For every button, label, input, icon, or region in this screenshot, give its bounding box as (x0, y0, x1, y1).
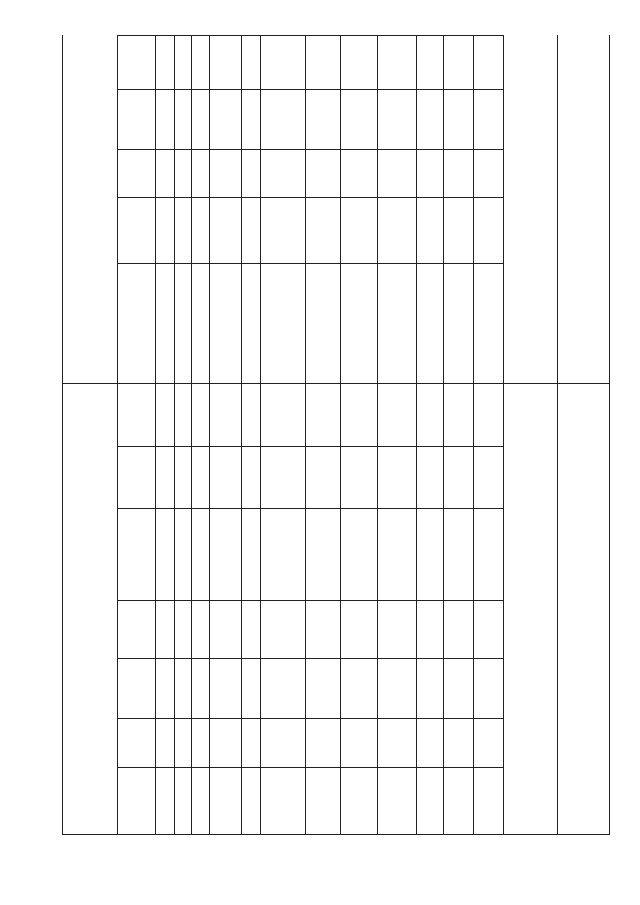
block2-row-v6 (445, 509, 471, 599)
block1-row-v3 (342, 90, 375, 148)
block1-row-vr (243, 150, 258, 196)
block2-row-c3 (193, 601, 207, 657)
block2-row-c2 (176, 659, 189, 717)
block2-row-c1 (157, 768, 172, 833)
table-rule (155, 35, 156, 834)
block1-row-v4 (379, 264, 414, 382)
block2-name (64, 385, 115, 832)
block2-row-v3 (342, 509, 375, 599)
block1-row-v5 (418, 90, 441, 148)
block1-row-v6 (445, 198, 471, 262)
block1-row-c2 (176, 198, 189, 262)
block2-row-c1 (157, 509, 172, 599)
block1-row-v5 (418, 264, 441, 382)
block2-row-v4 (379, 509, 414, 599)
block2-row-v6 (445, 719, 471, 766)
table-rule (557, 35, 558, 834)
block1-row-csr (211, 90, 239, 148)
block1-executor (505, 37, 555, 381)
block2-row-v2 (307, 509, 338, 599)
block2-row-v3 (342, 601, 375, 657)
block2-row-v3 (342, 659, 375, 717)
block2-row-v2 (307, 659, 338, 717)
block2-row-c2 (176, 447, 189, 507)
block2-row-v3 (342, 384, 375, 445)
table-rule (503, 35, 504, 834)
block1-row-src (119, 150, 153, 196)
block1-row-v7 (475, 90, 501, 148)
block2-row-c3 (193, 659, 207, 717)
block2-row-src (119, 659, 153, 717)
block2-result (559, 448, 607, 832)
block2-row-v1 (262, 601, 303, 657)
block1-row-v4 (379, 150, 414, 196)
block1-row-vr (243, 198, 258, 262)
block1-row-c2 (176, 264, 189, 382)
block1-row-csr (211, 198, 239, 262)
block2-row-v4 (379, 447, 414, 507)
block1-name (64, 37, 115, 381)
block1-row-c3 (193, 36, 207, 88)
table-rule (260, 35, 261, 834)
block2-row-csr (211, 447, 239, 507)
block1-row-v1 (262, 198, 303, 262)
block2-row-csr (211, 509, 239, 599)
block2-row-v7 (475, 447, 501, 507)
block2-row-vr (243, 384, 258, 445)
block2-row-v4 (379, 659, 414, 717)
block2-row-v3 (342, 768, 375, 833)
block2-row-v7 (475, 509, 501, 599)
block1-row-v7 (475, 198, 501, 262)
block2-row-src (119, 601, 153, 657)
block1-row-c2 (176, 90, 189, 148)
block1-row-c1 (157, 150, 172, 196)
table-rule (609, 35, 610, 834)
block1-row-v4 (379, 198, 414, 262)
block2-row-v5 (418, 659, 441, 717)
block2-row-v1 (262, 509, 303, 599)
block1-row-src (119, 36, 153, 88)
block2-row-csr (211, 659, 239, 717)
block1-row-v5 (418, 198, 441, 262)
block2-row-v1 (262, 384, 303, 445)
block1-result (559, 37, 607, 381)
block1-row-v7 (475, 150, 501, 196)
block2-row-c2 (176, 509, 189, 599)
block1-row-vr (243, 90, 258, 148)
block2-row-v7 (475, 768, 501, 833)
table-rule (191, 35, 192, 834)
block2-row-v1 (262, 659, 303, 717)
block2-row-csr (211, 719, 239, 766)
block2-row-v5 (418, 384, 441, 445)
block2-row-csr (211, 384, 239, 445)
block1-row-c3 (193, 264, 207, 382)
table-rule (117, 35, 118, 834)
block2-row-v2 (307, 719, 338, 766)
block1-row-v7 (475, 264, 501, 382)
block2-row-v3 (342, 447, 375, 507)
block2-row-v7 (475, 719, 501, 766)
block1-row-v6 (445, 36, 471, 88)
block2-row-v2 (307, 447, 338, 507)
block2-row-c3 (193, 384, 207, 445)
block2-row-src (119, 768, 153, 833)
block1-row-c3 (193, 150, 207, 196)
block1-row-v4 (379, 36, 414, 88)
table-rule (305, 35, 306, 834)
block2-executor (505, 385, 555, 832)
block1-row-c2 (176, 36, 189, 88)
block1-row-src (119, 198, 153, 262)
table-rule (62, 35, 63, 834)
table-rule (473, 35, 474, 834)
block2-row-v1 (262, 719, 303, 766)
block1-row-v6 (445, 150, 471, 196)
block2-row-src (119, 384, 153, 445)
table-rule (62, 834, 610, 835)
block2-row-c2 (176, 384, 189, 445)
block1-row-v3 (342, 150, 375, 196)
block1-row-v2 (307, 36, 338, 88)
table-rule (174, 35, 175, 834)
block1-row-src (119, 90, 153, 148)
table-rule (209, 35, 210, 834)
block2-row-c3 (193, 768, 207, 833)
block2-row-vr (243, 447, 258, 507)
block2-row-c2 (176, 719, 189, 766)
table-rule (340, 35, 341, 834)
block2-row-vr (243, 509, 258, 599)
block2-row-v1 (262, 447, 303, 507)
block2-row-c1 (157, 447, 172, 507)
block1-row-v1 (262, 90, 303, 148)
table-rule (443, 35, 444, 834)
block2-row-v3 (342, 719, 375, 766)
block2-row-c2 (176, 601, 189, 657)
block1-row-vr (243, 264, 258, 382)
block1-row-v1 (262, 150, 303, 196)
block2-row-v2 (307, 601, 338, 657)
block2-row-vr (243, 719, 258, 766)
block2-row-v4 (379, 601, 414, 657)
block1-row-c1 (157, 264, 172, 382)
block2-row-v5 (418, 601, 441, 657)
block1-row-v6 (445, 90, 471, 148)
block1-row-v2 (307, 150, 338, 196)
block2-row-c1 (157, 719, 172, 766)
block2-row-c1 (157, 659, 172, 717)
block2-row-v6 (445, 447, 471, 507)
block2-row-c1 (157, 384, 172, 445)
block2-row-v4 (379, 719, 414, 766)
block1-row-src (119, 264, 153, 382)
block2-row-v6 (445, 659, 471, 717)
block1-row-v7 (475, 36, 501, 88)
block2-row-c3 (193, 719, 207, 766)
block2-row-v7 (475, 384, 501, 445)
block1-row-c3 (193, 90, 207, 148)
block1-row-v6 (445, 264, 471, 382)
block2-row-c3 (193, 447, 207, 507)
block2-row-c1 (157, 601, 172, 657)
block2-row-v6 (445, 768, 471, 833)
block2-row-vr (243, 601, 258, 657)
block1-row-c1 (157, 90, 172, 148)
block2-row-v7 (475, 659, 501, 717)
block1-row-c3 (193, 198, 207, 262)
block1-row-v2 (307, 90, 338, 148)
block2-row-v4 (379, 768, 414, 833)
block2-row-v5 (418, 768, 441, 833)
block2-row-c3 (193, 509, 207, 599)
block2-row-v6 (445, 384, 471, 445)
table-rule (377, 35, 378, 834)
block2-row-csr (211, 768, 239, 833)
block1-row-v3 (342, 198, 375, 262)
block2-row-src (119, 509, 153, 599)
block1-row-c1 (157, 198, 172, 262)
block1-row-v3 (342, 36, 375, 88)
block2-row-c2 (176, 768, 189, 833)
block1-row-v4 (379, 90, 414, 148)
block1-row-v1 (262, 264, 303, 382)
block1-row-v2 (307, 198, 338, 262)
block2-row-src (119, 719, 153, 766)
table-rule (241, 35, 242, 834)
block1-row-csr (211, 264, 239, 382)
block1-row-v3 (342, 264, 375, 382)
block2-row-v2 (307, 768, 338, 833)
block1-row-v1 (262, 36, 303, 88)
block1-row-csr (211, 150, 239, 196)
block2-row-v5 (418, 719, 441, 766)
block2-row-v6 (445, 601, 471, 657)
block1-row-v5 (418, 36, 441, 88)
block1-row-c2 (176, 150, 189, 196)
block1-row-v2 (307, 264, 338, 382)
block2-row-vr (243, 659, 258, 717)
block2-row-v5 (418, 509, 441, 599)
block2-row-v2 (307, 384, 338, 445)
block2-row-vr (243, 768, 258, 833)
block2-row-csr (211, 601, 239, 657)
block2-row-src (119, 447, 153, 507)
table-rule (416, 35, 417, 834)
block1-row-c1 (157, 36, 172, 88)
block1-row-v5 (418, 150, 441, 196)
block1-row-csr (211, 36, 239, 88)
block2-row-v1 (262, 768, 303, 833)
block2-row-v7 (475, 601, 501, 657)
block2-row-v4 (379, 384, 414, 445)
block2-row-v5 (418, 447, 441, 507)
block1-row-vr (243, 36, 258, 88)
